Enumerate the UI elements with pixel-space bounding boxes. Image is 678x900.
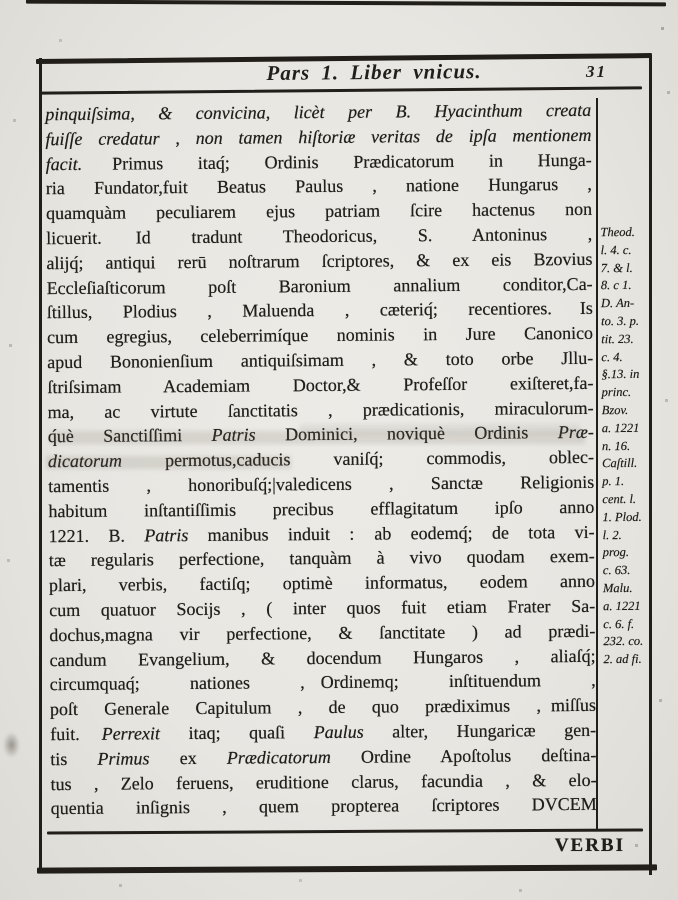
- margin-note-line: Bzov.: [601, 402, 629, 418]
- text-line: quamquàm peculiarem ejus patriam ſcire hactenus non: [45, 199, 593, 224]
- page-number: 31: [586, 62, 607, 81]
- frame-right-border: [649, 55, 652, 875]
- text-line: ria Fundator,fuit Beatus Paulus , natione Hungarus ,: [45, 174, 592, 199]
- margin-note-line: Caſtill.: [602, 456, 638, 471]
- margin-note-line: p. 1.: [602, 474, 625, 489]
- margin-note-line: c. 6. f.: [603, 616, 635, 631]
- margin-note-line: §.13. in: [601, 367, 640, 382]
- header-divider-rule: [40, 86, 642, 94]
- text-line: ma, ac virtute ſanctitatis , prædicationis, miraculorum-: [47, 397, 594, 422]
- text-line: habitum inſtantiſſimis precibus efflagitatum ipſo anno: [48, 496, 595, 521]
- margin-divider-border: [596, 98, 598, 830]
- margin-note-line: c. 63.: [602, 563, 631, 578]
- margin-note-line: 1. Plod.: [602, 509, 642, 524]
- margin-note-line: 2. ad fi.: [603, 652, 642, 667]
- margin-note-line: a. 1221: [601, 420, 640, 435]
- text-line: quentia inſignis , quem propterea ſcriptores DVCEM: [50, 794, 597, 819]
- margin-note-line: Malu.: [602, 580, 633, 596]
- margin-note-line: prog.: [602, 545, 630, 560]
- text-line: apud Bononienſium antiquiſsimam , & toto orbe Jllu-: [47, 347, 594, 373]
- text-line: cum egregius, celeberrimíque nominis in Jure Canonico: [46, 323, 594, 348]
- text-line: tus , Zelo feruens, eruditione clarus, facundia , & elo-: [50, 769, 597, 794]
- text-line: dochus,magna vir perfectione, & ſanctitate ) ad prædi-: [49, 620, 596, 645]
- scan-edge-line: [26, 0, 666, 6]
- text-line: 1221. B. Patris manibus induit : ab eodemq́; de tota vi-: [48, 521, 595, 546]
- text-line: poſt Generale Capitulum , de quo prædiximus , miſſus: [49, 694, 597, 720]
- body-text: [45, 98, 597, 821]
- text-line: tis Primus ex Prædicatorum Ordine Apoſtolus deſtina-: [50, 744, 597, 769]
- catchword: VERBI: [554, 835, 625, 856]
- text-line: cum quatuor Socijs , ( inter quos fuit etiam Frater Sa-: [49, 595, 596, 621]
- text-line: Eccleſiaſticorum poſt Baronium annalium conditor,Ca-: [46, 273, 593, 298]
- margin-note-line: Theod.: [600, 224, 635, 240]
- running-header: Pars 1. Liber vnicus.: [266, 59, 482, 85]
- margin-note-line: l. 2.: [602, 527, 622, 542]
- margin-note-line: a. 1221: [603, 598, 641, 613]
- frame-bottom-rule: [37, 864, 657, 873]
- text-line: licuerit. Id tradunt Theodoricus, S. Antoninus ,: [46, 223, 593, 249]
- text-line: fuiſſe credatur , non tamen hiſtoriæ veritas de ipſa mentionem: [45, 124, 592, 149]
- text-line: tæ regularis perfectione, tanquàm à vivo quodam exem-: [48, 546, 595, 571]
- text-line: plari, verbis, factiſq; optimè informatus, eodem anno: [48, 570, 596, 596]
- margin-note-line: D. An-: [600, 296, 635, 311]
- margin-note-line: n. 16.: [601, 438, 631, 453]
- margin-note-line: c. 4.: [601, 349, 623, 364]
- paper-speckles: [0, 0, 1, 1]
- frame-left-border: [39, 58, 42, 872]
- margin-note-line: princ.: [601, 385, 632, 400]
- text-line: dicatorum permotus,caducis vaniſq́; commodis, oblec-: [47, 447, 595, 472]
- text-line: ſtriſsimam Academiam Doctor,& Profeſſor exiſteret,fa-: [47, 372, 594, 397]
- margin-note-line: 7. & l.: [600, 260, 633, 275]
- text-line: pinquiſsima, & convicina, licèt per B. Hyacinthum creata: [45, 99, 592, 125]
- text-line: fuit. Perrexit itaq; quaſi Paulus alter, Hungaricæ gen-: [50, 719, 597, 745]
- text-line: facit. Primus itaq́; Ordinis Prædicatorum in Hunga-: [45, 149, 592, 174]
- text-line: ſtillus, Plodius , Maluenda , cæteriq́; recentiores. Is: [46, 298, 593, 323]
- text-line: alijq́; antiqui rerū noſtrarum ſcriptores, & ex eis Bzovius: [46, 248, 593, 273]
- stain-blob: [3, 732, 20, 758]
- text-line: candum Evangelium, & docendum Hungaros , aliaſq́;: [49, 645, 596, 670]
- margin-note-line: l. 4. c.: [600, 242, 632, 257]
- margin-note-line: 8. c 1.: [600, 278, 632, 293]
- margin-note-line: cent. l.: [602, 491, 637, 507]
- margin-notes: [600, 224, 647, 669]
- margin-note-line: tit. 23.: [601, 331, 634, 346]
- text-line: q́uè Sanctiſſimi Patris Dominici, noviquè Ordinis Præ-: [47, 422, 594, 447]
- margin-note-line: to. 3. p.: [601, 313, 640, 329]
- text-line: tamentis , honoribuſq́;|valedicens , Sanctæ Religionis: [48, 471, 595, 497]
- margin-note-line: 232. co.: [603, 634, 644, 649]
- footer-divider-rule: [47, 828, 643, 834]
- text-line: circumquaq́; nationes , Ordinemq; inſtituendum ,: [49, 670, 596, 695]
